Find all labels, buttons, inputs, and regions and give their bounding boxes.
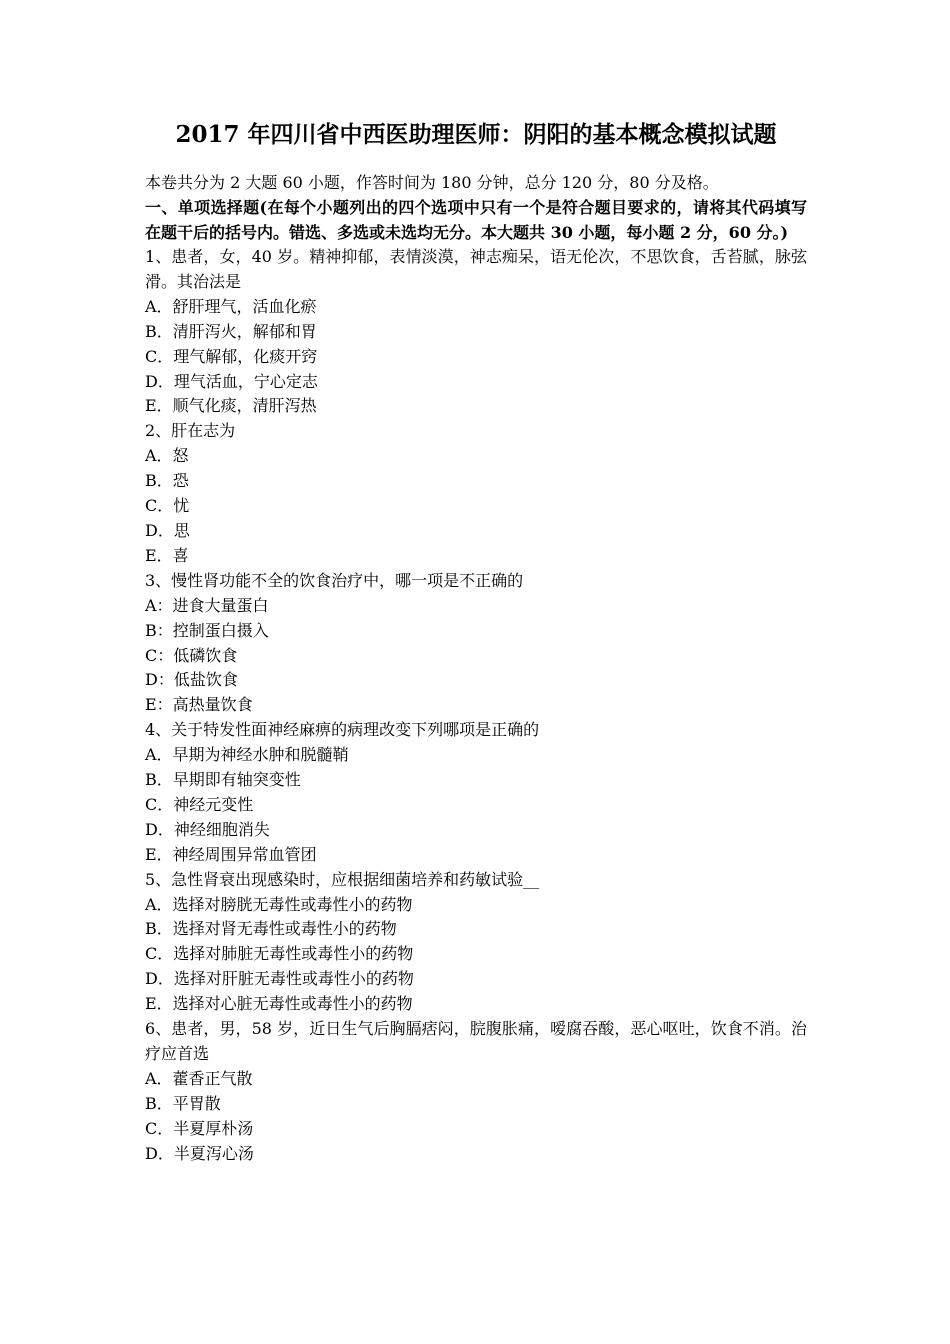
- section-heading: 一、单项选择题(在每个小题列出的四个选项中只有一个是符合题目要求的，请将其代码填写在题干后的括号内。错选、多选或未选均无分。本大题共 30 小题，每小题 2 分，60 分。): [145, 198, 807, 242]
- question-stem: 1、患者，女，40 岁。精神抑郁，表情淡漠，神志痴呆，语无伦次，不思饮食，舌苔腻，脉弦滑。其治法是: [145, 247, 807, 291]
- answer-option: C．忧: [145, 496, 190, 516]
- answer-option: D．选择对肝脏无毒性或毒性小的药物: [145, 969, 414, 989]
- exam-intro: 本卷共分为 2 大题 60 小题，作答时间为 180 分钟，总分 120 分，80 分及格。: [145, 173, 719, 192]
- question-stem: 3、慢性肾功能不全的饮食治疗中，哪一项是不正确的: [145, 570, 524, 590]
- answer-option: E．喜: [145, 545, 189, 565]
- answer-option: E．选择对心脏无毒性或毒性小的药物: [145, 994, 413, 1014]
- answer-option: E：高热量饮食: [145, 695, 253, 715]
- answer-option: A．藿香正气散: [145, 1068, 253, 1088]
- answer-option: A．早期为神经水肿和脱髓鞘: [145, 745, 349, 765]
- answer-option: E．顺气化痰，清肝泻热: [145, 396, 317, 416]
- answer-option: B．恐: [145, 471, 189, 491]
- answer-option: C．选择对肺脏无毒性或毒性小的药物: [145, 944, 414, 964]
- question-block: [145, 245, 807, 419]
- question-block: [145, 868, 807, 1017]
- answer-option: A．怒: [145, 446, 189, 466]
- question-block: [145, 419, 807, 568]
- answer-option: B．平胃散: [145, 1093, 221, 1113]
- answer-option: C．半夏厚朴汤: [145, 1118, 254, 1138]
- question-stem: 5、急性肾衰出现感染时，应根据细菌培养和药敏试验__: [145, 869, 540, 889]
- document-page: [145, 118, 807, 1167]
- answer-option: B．选择对肾无毒性或毒性小的药物: [145, 919, 397, 939]
- answer-option: D．思: [145, 520, 190, 540]
- answer-option: A．选择对膀胱无毒性或毒性小的药物: [145, 894, 413, 914]
- answer-option: A．舒肝理气，活血化瘀: [145, 296, 317, 316]
- question-block: [145, 569, 807, 718]
- answer-option: D．理气活血，宁心定志: [145, 371, 318, 391]
- question-block: [145, 718, 807, 867]
- question-block: [145, 1017, 807, 1166]
- answer-option: A：进食大量蛋白: [145, 595, 269, 615]
- document-title: 2017 年四川省中西医助理医师：阴阳的基本概念模拟试题: [175, 121, 777, 148]
- answer-option: E．神经周围异常血管团: [145, 844, 317, 864]
- question-stem: 6、患者，男，58 岁，近日生气后胸膈痞闷，脘腹胀痛，嗳腐吞酸，恶心呕吐，饮食不消。治疗应首选: [145, 1019, 807, 1063]
- answer-option: B．清肝泻火，解郁和胃: [145, 321, 317, 341]
- answer-option: C．理气解郁，化痰开窍: [145, 346, 318, 366]
- answer-option: D．神经细胞消失: [145, 819, 270, 839]
- answer-option: D：低盐饮食: [145, 670, 238, 690]
- question-stem: 2、肝在志为: [145, 421, 236, 441]
- answer-option: B．早期即有轴突变性: [145, 770, 301, 790]
- answer-option: C．神经元变性: [145, 794, 254, 814]
- answer-option: C：低磷饮食: [145, 645, 238, 665]
- answer-option: D．半夏泻心汤: [145, 1143, 254, 1163]
- answer-option: B：控制蛋白摄入: [145, 620, 269, 640]
- question-stem: 4、关于特发性面神经麻痹的病理改变下列哪项是正确的: [145, 720, 540, 740]
